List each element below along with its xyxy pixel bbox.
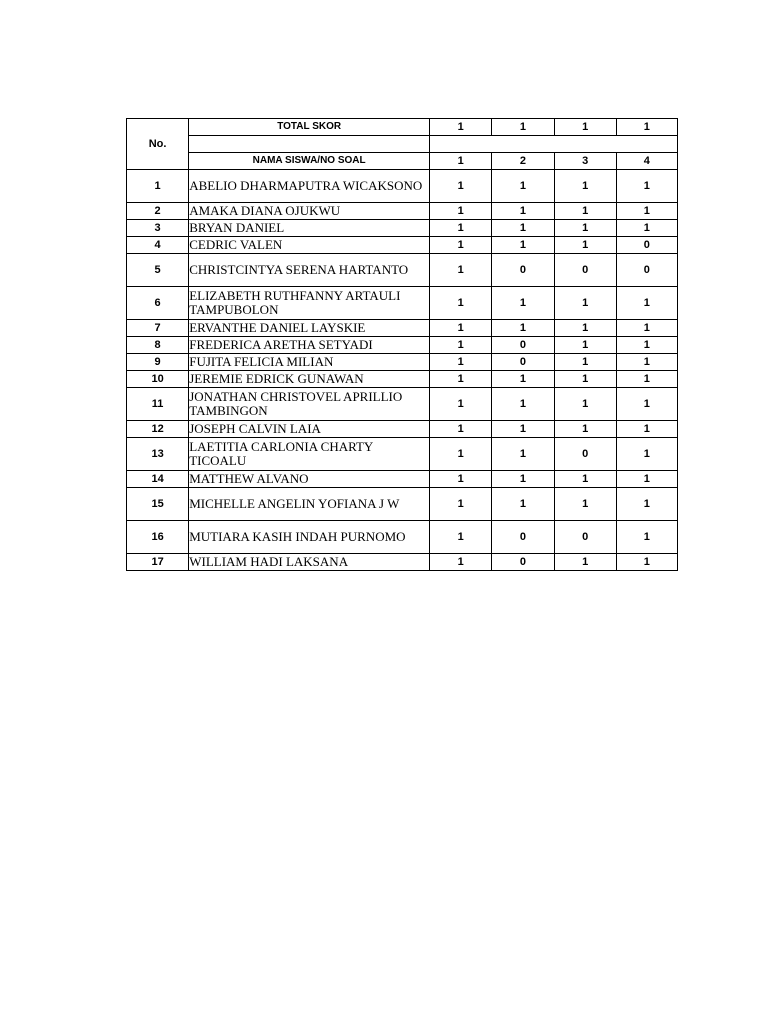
score-q2: 0 <box>492 521 554 554</box>
score-q3: 1 <box>554 287 616 320</box>
student-name: WILLIAM HADI LAKSANA <box>189 554 430 571</box>
table-row <box>127 438 678 471</box>
blank-merged-cell <box>430 136 678 153</box>
score-q4: 1 <box>616 170 677 203</box>
score-q1: 1 <box>430 254 492 287</box>
score-q3: 0 <box>554 438 616 471</box>
score-q4: 1 <box>616 287 677 320</box>
total-score-q1: 1 <box>430 119 492 136</box>
student-name: LAETITIA CARLONIA CHARTY TICOALU <box>189 438 430 471</box>
score-q4: 1 <box>616 471 677 488</box>
total-score-row <box>127 119 678 136</box>
student-name: ABELIO DHARMAPUTRA WICAKSONO <box>189 170 430 203</box>
table-row <box>127 254 678 287</box>
score-q3: 1 <box>554 554 616 571</box>
table-row <box>127 521 678 554</box>
score-q1: 1 <box>430 287 492 320</box>
score-q1: 1 <box>430 471 492 488</box>
question-number-1: 1 <box>430 153 492 170</box>
score-q4: 1 <box>616 320 677 337</box>
table-row <box>127 337 678 354</box>
score-q1: 1 <box>430 237 492 254</box>
score-q4: 1 <box>616 337 677 354</box>
table-row <box>127 203 678 220</box>
table-row <box>127 354 678 371</box>
score-q4: 1 <box>616 371 677 388</box>
student-name: CEDRIC VALEN <box>189 237 430 254</box>
question-number-row <box>127 153 678 170</box>
student-number: 5 <box>127 254 189 287</box>
total-score-q2: 1 <box>492 119 554 136</box>
score-q3: 1 <box>554 488 616 521</box>
score-q2: 0 <box>492 337 554 354</box>
score-q2: 1 <box>492 203 554 220</box>
student-name: FUJITA FELICIA MILIAN <box>189 354 430 371</box>
table-row <box>127 554 678 571</box>
table-row <box>127 421 678 438</box>
student-name: CHRISTCINTYA SERENA HARTANTO <box>189 254 430 287</box>
question-number-2: 2 <box>492 153 554 170</box>
score-q2: 1 <box>492 237 554 254</box>
score-q1: 1 <box>430 170 492 203</box>
score-q4: 1 <box>616 220 677 237</box>
score-q2: 1 <box>492 371 554 388</box>
score-q3: 1 <box>554 421 616 438</box>
score-q3: 1 <box>554 337 616 354</box>
score-q3: 1 <box>554 388 616 421</box>
score-q1: 1 <box>430 438 492 471</box>
student-number: 11 <box>127 388 189 421</box>
student-name: MATTHEW ALVANO <box>189 471 430 488</box>
score-q2: 0 <box>492 554 554 571</box>
student-score-table <box>126 118 678 571</box>
score-q1: 1 <box>430 554 492 571</box>
student-name: MICHELLE ANGELIN YOFIANA J W <box>189 488 430 521</box>
no-column-header: No. <box>127 119 189 170</box>
score-q3: 0 <box>554 254 616 287</box>
score-q1: 1 <box>430 421 492 438</box>
table-row <box>127 220 678 237</box>
student-number: 17 <box>127 554 189 571</box>
score-q3: 1 <box>554 203 616 220</box>
score-q2: 1 <box>492 471 554 488</box>
question-number-4: 4 <box>616 153 677 170</box>
student-name: JOSEPH CALVIN LAIA <box>189 421 430 438</box>
score-q1: 1 <box>430 220 492 237</box>
score-q3: 1 <box>554 371 616 388</box>
score-q3: 1 <box>554 237 616 254</box>
student-number: 7 <box>127 320 189 337</box>
total-score-label: TOTAL SKOR <box>189 119 430 136</box>
total-score-q3: 1 <box>554 119 616 136</box>
score-q1: 1 <box>430 521 492 554</box>
score-q3: 1 <box>554 170 616 203</box>
score-q1: 1 <box>430 203 492 220</box>
score-q2: 1 <box>492 287 554 320</box>
student-number: 8 <box>127 337 189 354</box>
score-q4: 0 <box>616 254 677 287</box>
score-q4: 1 <box>616 554 677 571</box>
score-q1: 1 <box>430 354 492 371</box>
student-name: BRYAN DANIEL <box>189 220 430 237</box>
score-q4: 1 <box>616 521 677 554</box>
score-q4: 0 <box>616 237 677 254</box>
score-q3: 1 <box>554 220 616 237</box>
student-number: 3 <box>127 220 189 237</box>
blank-cell <box>189 136 430 153</box>
table-row <box>127 471 678 488</box>
student-name: JONATHAN CHRISTOVEL APRILLIO TAMBINGON <box>189 388 430 421</box>
table-row <box>127 320 678 337</box>
table-row <box>127 388 678 421</box>
table-row <box>127 237 678 254</box>
score-q4: 1 <box>616 354 677 371</box>
question-number-3: 3 <box>554 153 616 170</box>
score-q4: 1 <box>616 438 677 471</box>
score-q4: 1 <box>616 388 677 421</box>
student-name: AMAKA DIANA OJUKWU <box>189 203 430 220</box>
score-q4: 1 <box>616 488 677 521</box>
student-name: MUTIARA KASIH INDAH PURNOMO <box>189 521 430 554</box>
score-q1: 1 <box>430 388 492 421</box>
score-q3: 1 <box>554 354 616 371</box>
score-q2: 0 <box>492 354 554 371</box>
student-number: 16 <box>127 521 189 554</box>
table-row <box>127 488 678 521</box>
score-q2: 1 <box>492 388 554 421</box>
student-number: 2 <box>127 203 189 220</box>
blank-header-row <box>127 136 678 153</box>
score-q2: 1 <box>492 488 554 521</box>
score-q1: 1 <box>430 488 492 521</box>
student-number: 9 <box>127 354 189 371</box>
table-row <box>127 371 678 388</box>
student-name: ELIZABETH RUTHFANNY ARTAULI TAMPUBOLON <box>189 287 430 320</box>
total-score-q4: 1 <box>616 119 677 136</box>
table-row <box>127 170 678 203</box>
student-name: FREDERICA ARETHA SETYADI <box>189 337 430 354</box>
score-q3: 1 <box>554 320 616 337</box>
score-q1: 1 <box>430 337 492 354</box>
student-number: 15 <box>127 488 189 521</box>
score-q2: 1 <box>492 170 554 203</box>
student-rows <box>127 170 678 571</box>
student-number: 10 <box>127 371 189 388</box>
student-number: 12 <box>127 421 189 438</box>
score-q2: 1 <box>492 220 554 237</box>
name-column-header: NAMA SISWA/NO SOAL <box>189 153 430 170</box>
score-q2: 0 <box>492 254 554 287</box>
student-number: 13 <box>127 438 189 471</box>
score-q2: 1 <box>492 438 554 471</box>
student-number: 1 <box>127 170 189 203</box>
student-number: 6 <box>127 287 189 320</box>
score-q3: 1 <box>554 471 616 488</box>
student-name: JEREMIE EDRICK GUNAWAN <box>189 371 430 388</box>
score-q1: 1 <box>430 320 492 337</box>
student-name: ERVANTHE DANIEL LAYSKIE <box>189 320 430 337</box>
score-q4: 1 <box>616 421 677 438</box>
table-row <box>127 287 678 320</box>
score-q4: 1 <box>616 203 677 220</box>
student-number: 14 <box>127 471 189 488</box>
student-number: 4 <box>127 237 189 254</box>
score-q1: 1 <box>430 371 492 388</box>
score-q2: 1 <box>492 421 554 438</box>
score-q2: 1 <box>492 320 554 337</box>
score-q3: 0 <box>554 521 616 554</box>
